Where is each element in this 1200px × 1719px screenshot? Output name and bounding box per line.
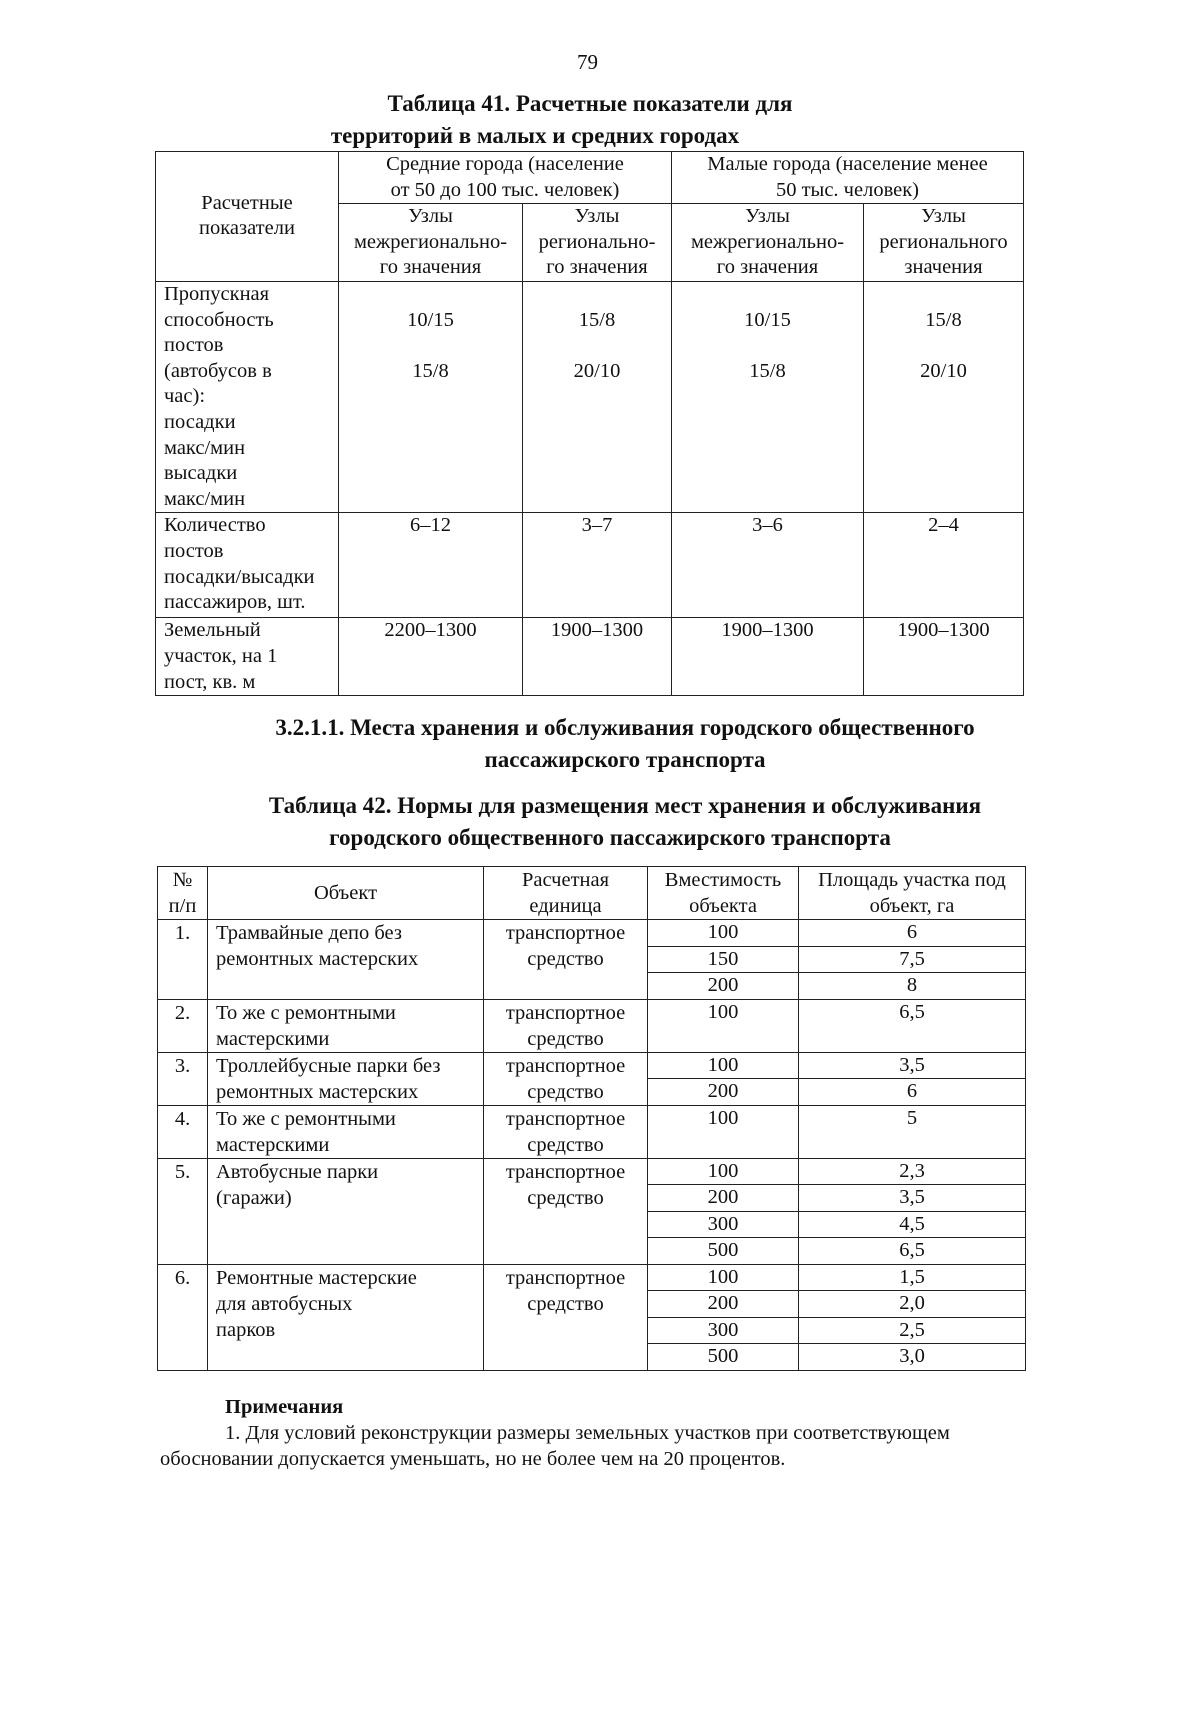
- calc-unit: транспортное средство: [484, 1158, 648, 1264]
- table41-title-line2: территорий в малых и средних городах: [330, 123, 740, 148]
- cell-value: 3–6: [672, 513, 864, 618]
- subheader: Узлы регионального значения: [864, 204, 1024, 282]
- column-header: Площадь участка под объект, га: [799, 867, 1026, 920]
- area: 6,5: [799, 999, 1026, 1052]
- column-header: № п/п: [158, 867, 208, 920]
- area: 2,0: [799, 1291, 1026, 1318]
- cell-value: 10/15 15/8: [672, 281, 864, 512]
- capacity: 100: [648, 1105, 799, 1158]
- cell-value: 1900–1300: [864, 618, 1024, 696]
- area: 3,5: [799, 1185, 1026, 1212]
- calc-unit: транспортное средство: [484, 1105, 648, 1158]
- cell-value: 10/15 15/8: [339, 281, 523, 512]
- table42: [157, 866, 1026, 1371]
- table42-title-line2: городского общественного пассажирского транспорта: [329, 825, 891, 850]
- area: 7,5: [799, 946, 1026, 973]
- row-number: 1.: [158, 920, 208, 1000]
- area: 4,5: [799, 1211, 1026, 1238]
- table-row: [156, 513, 1024, 618]
- object-name: Трамвайные депо без ремонтных мастерских: [208, 920, 484, 1000]
- row-label: Земельный участок, на 1 пост, кв. м: [156, 618, 339, 696]
- subheader: Узлы межрегионально- го значения: [339, 204, 523, 282]
- row-number: 3.: [158, 1052, 208, 1105]
- table-row: [158, 999, 1026, 1052]
- row-number: 5.: [158, 1158, 208, 1264]
- capacity: 100: [648, 999, 799, 1052]
- header-small-cities: Малые города (население менее 50 тыс. человек): [672, 152, 1024, 204]
- cell-value: 6–12: [339, 513, 523, 618]
- area: 6: [799, 1079, 1026, 1106]
- column-header: Объект: [208, 867, 484, 920]
- cell-value: 2200–1300: [339, 618, 523, 696]
- page-number: 79: [577, 50, 598, 74]
- table-row: [156, 281, 1024, 512]
- area: 6,5: [799, 1238, 1026, 1265]
- subheader: Узлы межрегионально- го значения: [672, 204, 864, 282]
- object-name: Троллейбусные парки без ремонтных мастерских: [208, 1052, 484, 1105]
- capacity: 200: [648, 1079, 799, 1106]
- section-heading: [150, 712, 1100, 776]
- area: 5: [799, 1105, 1026, 1158]
- table41-title: [230, 88, 950, 152]
- capacity: 100: [648, 920, 799, 947]
- row-label: Количество постов посадки/высадки пассажиров, шт.: [156, 513, 339, 618]
- table-row: [158, 1158, 1026, 1185]
- column-header: Расчетная единица: [484, 867, 648, 920]
- calc-unit: транспортное средство: [484, 1052, 648, 1105]
- table-row: [158, 1264, 1026, 1291]
- table-row: [158, 1052, 1026, 1079]
- column-header: Вместимость объекта: [648, 867, 799, 920]
- row-number: 6.: [158, 1264, 208, 1370]
- capacity: 150: [648, 946, 799, 973]
- cell-value: 2–4: [864, 513, 1024, 618]
- object-name: Ремонтные мастерские для автобусных парков: [208, 1264, 484, 1370]
- row-number: 2.: [158, 999, 208, 1052]
- object-name: То же с ремонтными мастерскими: [208, 999, 484, 1052]
- capacity: 100: [648, 1264, 799, 1291]
- table-row: [158, 1105, 1026, 1158]
- area: 8: [799, 973, 1026, 1000]
- calc-unit: транспортное средство: [484, 999, 648, 1052]
- table41: [155, 151, 1024, 696]
- cell-value: 15/8 20/10: [864, 281, 1024, 512]
- capacity: 500: [648, 1344, 799, 1371]
- area: 3,5: [799, 1052, 1026, 1079]
- area: 2,5: [799, 1317, 1026, 1344]
- object-name: Автобусные парки (гаражи): [208, 1158, 484, 1264]
- object-name: То же с ремонтными мастерскими: [208, 1105, 484, 1158]
- row-number: 4.: [158, 1105, 208, 1158]
- area: 3,0: [799, 1344, 1026, 1371]
- capacity: 500: [648, 1238, 799, 1265]
- area: 1,5: [799, 1264, 1026, 1291]
- table42-title: [150, 790, 1100, 854]
- capacity: 100: [648, 1052, 799, 1079]
- notes-text: 1. Для условий реконструкции размеры земельных участков при соответствующем обосновании допускается уменьшать, но не более чем на 20 процентов.: [160, 1422, 950, 1470]
- cell-value: 15/8 20/10: [523, 281, 672, 512]
- calc-unit: транспортное средство: [484, 920, 648, 1000]
- cell-value: 1900–1300: [672, 618, 864, 696]
- area: 2,3: [799, 1158, 1026, 1185]
- capacity: 300: [648, 1211, 799, 1238]
- notes-heading: Примечания: [225, 1396, 344, 1418]
- table42-title-line1: Таблица 42. Нормы для размещения мест хранения и обслуживания: [268, 793, 982, 818]
- table-row: [158, 920, 1026, 947]
- section-heading-line1: 3.2.1.1. Места хранения и обслуживания городского общественного: [275, 715, 975, 740]
- table-row: [156, 618, 1024, 696]
- subheader: Узлы регионально- го значения: [523, 204, 672, 282]
- cell-value: 1900–1300: [523, 618, 672, 696]
- section-heading-line2: пассажирского транспорта: [484, 747, 766, 772]
- row-label: Пропускная способность постов (автобусов в час): посадки макс/мин высадки макс/мин: [156, 281, 339, 512]
- header-indicator: Расчетные показатели: [156, 152, 339, 282]
- cell-value: 3–7: [523, 513, 672, 618]
- header-row: [158, 867, 1026, 920]
- capacity: 300: [648, 1317, 799, 1344]
- capacity: 200: [648, 1185, 799, 1212]
- table41-title-line1: Таблица 41. Расчетные показатели для: [387, 91, 793, 116]
- area: 6: [799, 920, 1026, 947]
- header-medium-cities: Средние города (население от 50 до 100 тыс. человек): [339, 152, 672, 204]
- capacity: 200: [648, 973, 799, 1000]
- capacity: 100: [648, 1158, 799, 1185]
- calc-unit: транспортное средство: [484, 1264, 648, 1370]
- capacity: 200: [648, 1291, 799, 1318]
